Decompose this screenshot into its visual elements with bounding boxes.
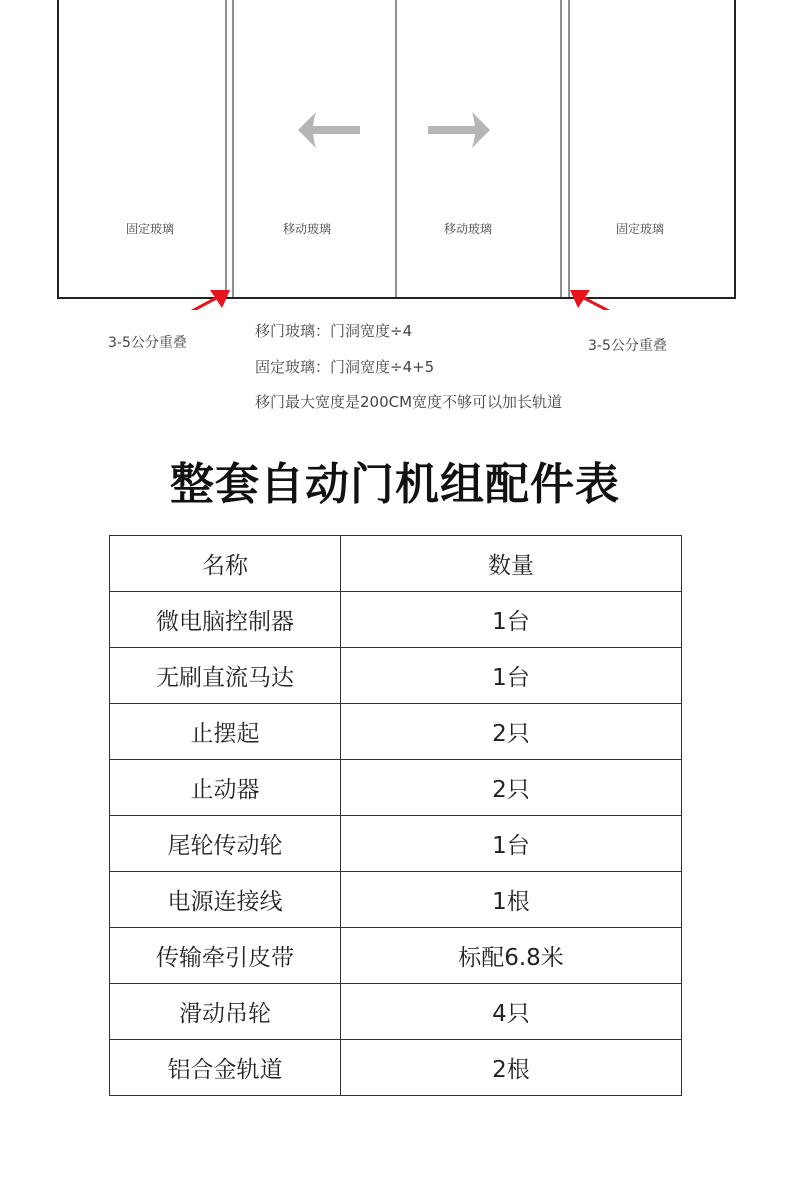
part-quantity: 标配6.8米 [341, 928, 682, 984]
note-moving-glass: 移门玻璃：门洞宽度÷4 [255, 322, 413, 340]
page-title: 整套自动门机组配件表 [170, 459, 620, 510]
table-row [110, 984, 682, 1040]
table-row [110, 928, 682, 984]
part-quantity: 1台 [341, 648, 682, 704]
part-name: 铝合金轨道 [110, 1040, 341, 1096]
parts-table [109, 535, 682, 1096]
panel-label-fixed-right: 固定玻璃 [615, 222, 665, 236]
part-quantity: 1台 [341, 816, 682, 872]
part-quantity: 2只 [341, 760, 682, 816]
header-quantity: 数量 [341, 536, 682, 592]
right-arrow-icon [428, 112, 490, 148]
part-name: 止动器 [110, 760, 341, 816]
panel-label-moving-right: 移动玻璃 [443, 222, 493, 236]
part-quantity: 1根 [341, 872, 682, 928]
part-quantity: 2只 [341, 704, 682, 760]
door-diagram [0, 0, 790, 310]
part-quantity: 4只 [341, 984, 682, 1040]
part-name: 止摆起 [110, 704, 341, 760]
overlap-label-right: 3-5公分重叠 [588, 338, 667, 354]
part-name: 传输牵引皮带 [110, 928, 341, 984]
note-fixed-glass: 固定玻璃：门洞宽度÷4+5 [255, 358, 435, 376]
table-row [110, 648, 682, 704]
panel-label-moving-left: 移动玻璃 [282, 222, 332, 236]
part-quantity: 1台 [341, 592, 682, 648]
header-name: 名称 [110, 536, 341, 592]
part-name: 电源连接线 [110, 872, 341, 928]
table-row [110, 760, 682, 816]
part-name: 微电脑控制器 [110, 592, 341, 648]
table-row [110, 1040, 682, 1096]
left-arrow-icon [298, 112, 360, 148]
part-name: 尾轮传动轮 [110, 816, 341, 872]
part-name: 无刷直流马达 [110, 648, 341, 704]
table-row [110, 816, 682, 872]
panel-label-fixed-left: 固定玻璃 [125, 222, 175, 236]
part-name: 滑动吊轮 [110, 984, 341, 1040]
table-row [110, 592, 682, 648]
note-max-width: 移门最大宽度是200CM宽度不够可以加长轨道 [255, 393, 563, 411]
table-row [110, 704, 682, 760]
table-row [110, 872, 682, 928]
part-quantity: 2根 [341, 1040, 682, 1096]
overlap-label-left: 3-5公分重叠 [108, 335, 187, 351]
table-header-row [110, 536, 682, 592]
